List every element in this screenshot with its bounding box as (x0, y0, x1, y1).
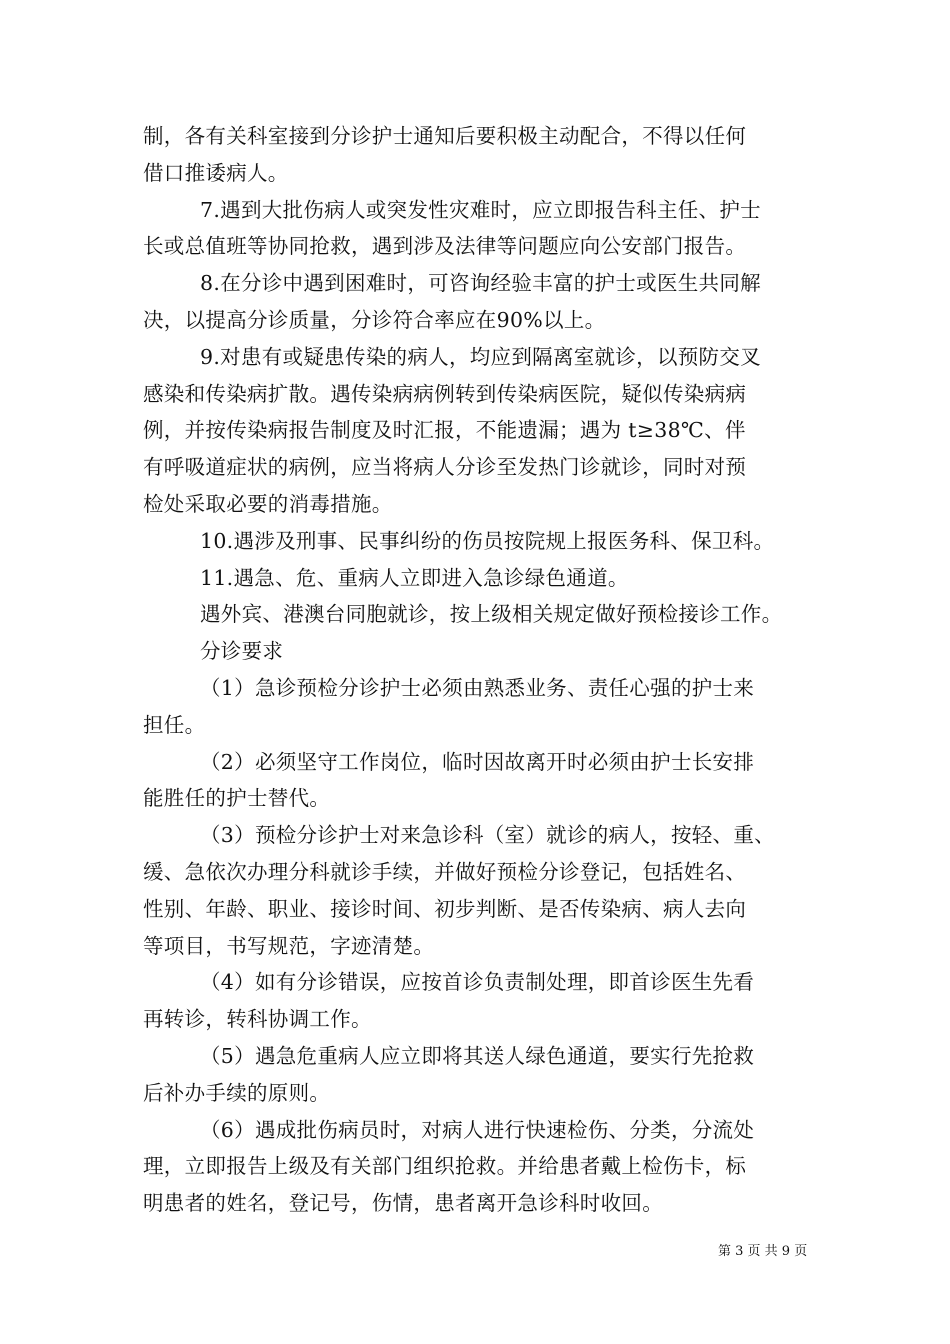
text-line: 决，以提高分诊质量，分诊符合率应在90%以上。 (143, 307, 606, 332)
text-line: 能胜任的护士替代。 (143, 786, 331, 811)
text-line: 制，各有关科室接到分诊护士通知后要积极主动配合，不得以任何 (143, 124, 747, 148)
document-body (143, 118, 815, 1222)
text-line: 例，并按传染病报告制度及时汇报，不能遗漏；遇为 t≥38℃、伴 (143, 418, 746, 443)
text-line: 理，立即报告上级及有关部门组织抢救。并给患者戴上检伤卡，标 (143, 1154, 747, 1179)
text-line: 9.对患有或疑患传染的病人，均应到隔离室就诊，以预防交叉 (200, 344, 761, 369)
text-line: 10.遇涉及刑事、民事纠纷的伤员按院规上报医务科、保卫科。 (200, 528, 775, 553)
text-line: 长或总值班等协同抢救，遇到涉及法律等问题应向公安部门报告。 (143, 234, 747, 259)
text-line: （5）遇急危重病人应立即将其送人绿色通道，要实行先抢救 (200, 1043, 755, 1068)
text-line: 性别、年龄、职业、接诊时间、初步判断、是否传染病、病人去向 (143, 896, 747, 921)
text-line: 11.遇急、危、重病人立即进入急诊绿色通道。 (200, 565, 629, 590)
text-line: 明患者的姓名，登记号，伤情，患者离开急诊科时收回。 (143, 1191, 663, 1216)
text-line: （4）如有分诊错误，应按首诊负责制处理，即首诊医生先看 (200, 970, 755, 995)
text-line: 7.遇到大批伤病人或突发性灾难时，应立即报告科主任、护士 (200, 197, 761, 222)
text-line: 担任。 (143, 712, 206, 737)
page-number: 第 3 页 共 9 页 (718, 1244, 808, 1259)
text-line: 借口推诿病人。 (143, 160, 289, 185)
text-line: 检处采取必要的消毒措施。 (143, 491, 393, 516)
text-line: 等项目，书写规范，字迹清楚。 (143, 933, 435, 958)
text-line: （6）遇成批伤病员时，对病人进行快速检伤、分类，分流处 (200, 1117, 755, 1142)
text-line: （3）预检分诊护士对来急诊科（室）就诊的病人，按轻、重、 (200, 823, 775, 848)
text-line: 遇外宾、港澳台同胞就诊，按上级相关规定做好预检接诊工作。 (200, 602, 783, 627)
text-line: 缓、急依次办理分科就诊手续，并做好预检分诊登记，包括姓名、 (143, 859, 747, 884)
text-line: （1）急诊预检分诊护士必须由熟悉业务、责任心强的护士来 (200, 675, 755, 700)
text-line: 感染和传染病扩散。遇传染病病例转到传染病医院，疑似传染病病 (143, 381, 747, 406)
text-line: 8.在分诊中遇到困难时，可咨询经验丰富的护士或医生共同解 (200, 271, 761, 296)
text-line: 有呼吸道症状的病例，应当将病人分诊至发热门诊就诊，同时对预 (143, 455, 747, 480)
text-line: 后补办手续的原则。 (143, 1080, 331, 1105)
section-heading: 分诊要求 (200, 639, 284, 664)
text-line: 再转诊，转科协调工作。 (143, 1007, 372, 1032)
text-line: （2）必须坚守工作岗位，临时因故离开时必须由护士长安排 (200, 749, 755, 774)
